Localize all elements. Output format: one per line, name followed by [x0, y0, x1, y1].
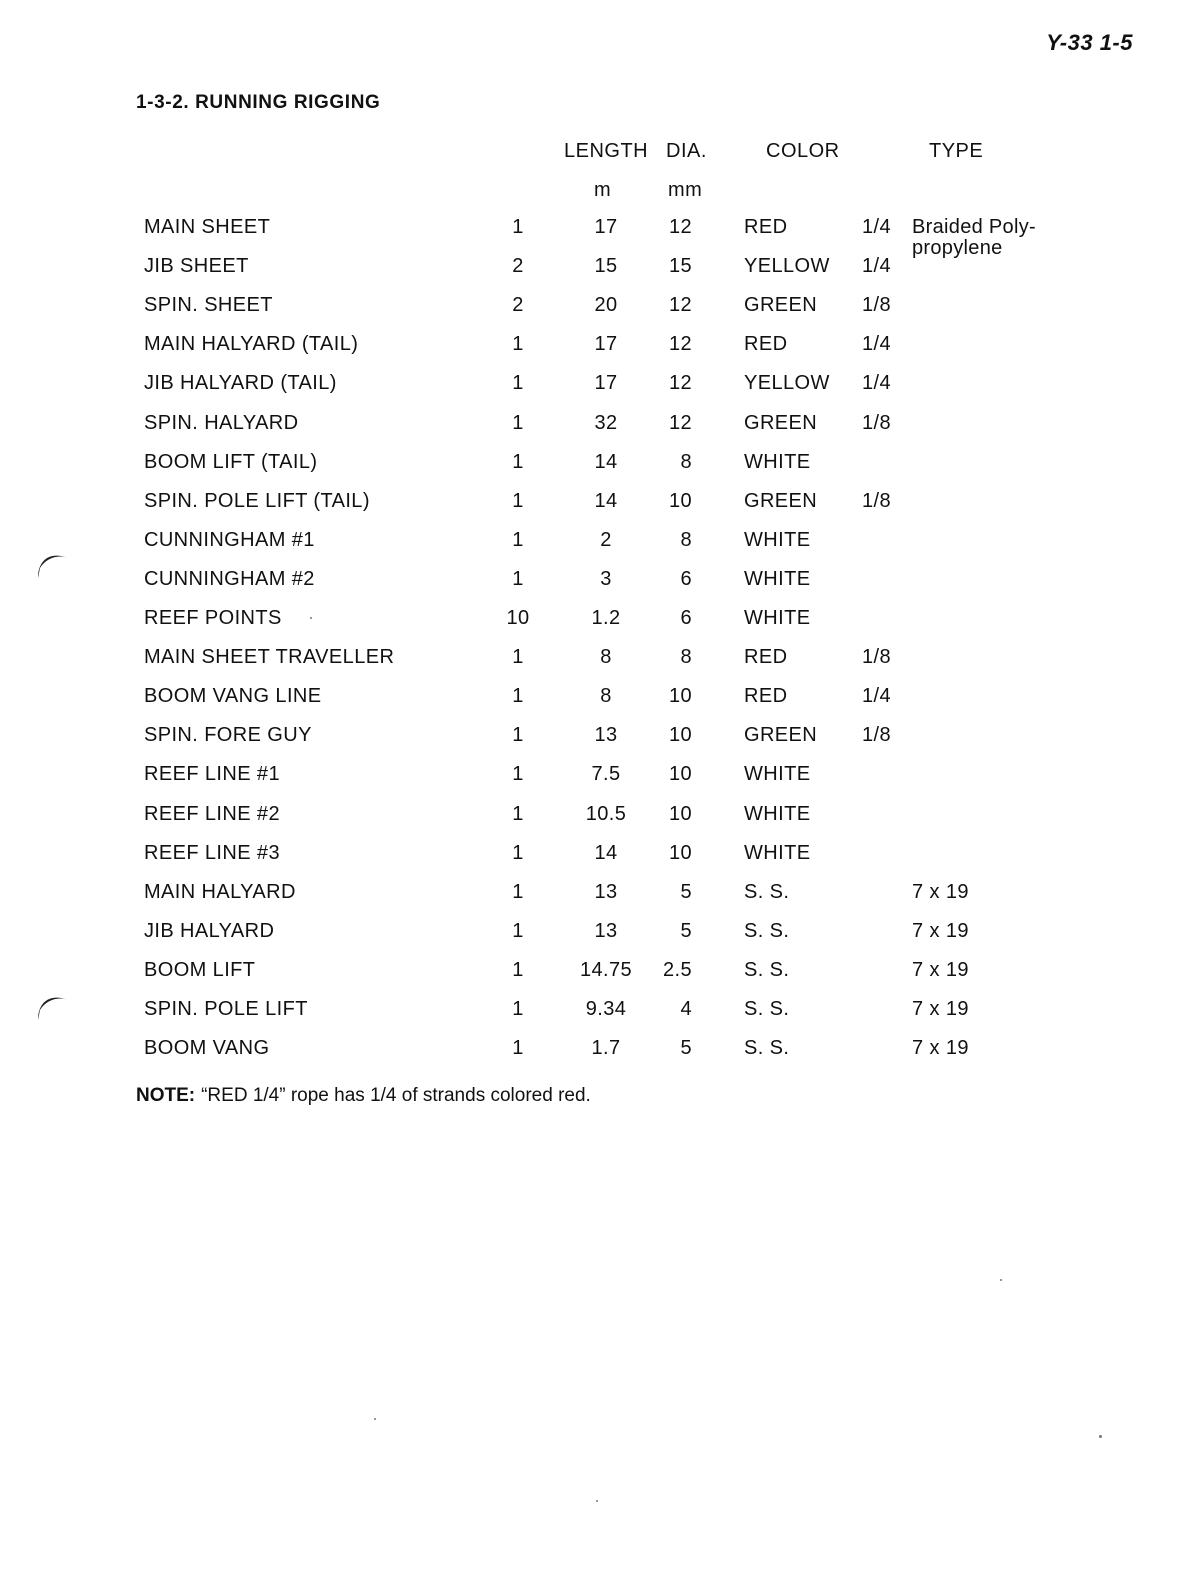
rigging-item-diameter: 15: [668, 255, 692, 277]
type-note-line-1: Braided Poly-: [912, 216, 1036, 238]
section-title: 1-3-2. RUNNING RIGGING: [136, 92, 381, 113]
rigging-item-name: MAIN SHEET TRAVELLER: [144, 646, 395, 668]
table-row: [0, 685, 1183, 715]
rigging-item-color-fraction: 1/8: [862, 724, 892, 746]
rigging-item-color: S. S.: [744, 998, 790, 1020]
table-row: [0, 568, 1183, 598]
rigging-item-length: 20: [594, 294, 618, 316]
rigging-item-length: 13: [594, 724, 618, 746]
rigging-item-color: S. S.: [744, 881, 790, 903]
table-row: [0, 529, 1183, 559]
rigging-item-color: YELLOW: [744, 255, 830, 277]
table-row: [0, 294, 1183, 324]
rigging-item-quantity: 1: [512, 763, 524, 785]
rigging-item-color: S. S.: [744, 920, 790, 942]
table-row: [0, 490, 1183, 520]
rigging-item-length: 14: [594, 490, 618, 512]
header-dia-unit: mm: [668, 179, 703, 201]
rigging-item-type: 7 x 19: [912, 998, 969, 1020]
binder-hole-mark-icon: [36, 548, 70, 582]
rigging-item-quantity: 1: [512, 372, 524, 394]
rigging-item-quantity: 1: [512, 568, 524, 590]
table-row: [0, 451, 1183, 481]
table-row: [0, 920, 1183, 950]
rigging-item-quantity: 1: [512, 646, 524, 668]
rigging-item-name: BOOM LIFT (TAIL): [144, 451, 318, 473]
rigging-item-length: 15: [594, 255, 618, 277]
rigging-item-length: 1.7: [591, 1037, 621, 1059]
rigging-item-length: 13: [594, 920, 618, 942]
rigging-item-diameter: 10: [668, 803, 692, 825]
rigging-item-diameter: 6: [680, 607, 692, 629]
rigging-item-name: MAIN SHEET: [144, 216, 271, 238]
rigging-item-name: SPIN. FORE GUY: [144, 724, 312, 746]
rigging-item-diameter: 12: [668, 372, 692, 394]
rigging-item-length: 1.2: [591, 607, 621, 629]
scan-speck: [310, 617, 312, 619]
rigging-item-quantity: 1: [512, 685, 524, 707]
table-row: [0, 607, 1183, 637]
rigging-item-diameter: 12: [668, 333, 692, 355]
rigging-item-type: 7 x 19: [912, 920, 969, 942]
scan-speck: [1099, 1435, 1102, 1438]
rigging-item-diameter: 12: [668, 294, 692, 316]
rigging-item-name: SPIN. POLE LIFT: [144, 998, 308, 1020]
rigging-item-color: WHITE: [744, 607, 811, 629]
rigging-item-color-fraction: 1/4: [862, 685, 892, 707]
rigging-item-color-fraction: 1/8: [862, 490, 892, 512]
rigging-item-color-fraction: 1/4: [862, 216, 892, 238]
table-row: [0, 216, 1183, 246]
rigging-item-length: 3: [600, 568, 612, 590]
rigging-item-quantity: 1: [512, 920, 524, 942]
rigging-item-length: 10.5: [585, 803, 627, 825]
rigging-item-color: WHITE: [744, 451, 811, 473]
rigging-item-name: BOOM LIFT: [144, 959, 256, 981]
rigging-item-color: WHITE: [744, 529, 811, 551]
rigging-item-name: BOOM VANG: [144, 1037, 270, 1059]
rigging-item-length: 8: [600, 685, 612, 707]
rigging-item-quantity: 1: [512, 842, 524, 864]
rigging-item-diameter: 12: [668, 216, 692, 238]
rigging-item-diameter: 4: [680, 998, 692, 1020]
rigging-item-color: WHITE: [744, 568, 811, 590]
rigging-item-name: JIB HALYARD: [144, 920, 275, 942]
rigging-item-length: 8: [600, 646, 612, 668]
rigging-item-name: JIB HALYARD (TAIL): [144, 372, 337, 394]
rigging-item-color: WHITE: [744, 763, 811, 785]
rigging-item-diameter: 5: [680, 1037, 692, 1059]
rigging-item-type: 7 x 19: [912, 1037, 969, 1059]
rigging-item-type: 7 x 19: [912, 881, 969, 903]
rigging-item-diameter: 10: [668, 763, 692, 785]
rigging-item-quantity: 2: [512, 255, 524, 277]
rigging-item-quantity: 1: [512, 216, 524, 238]
rigging-item-name: CUNNINGHAM #1: [144, 529, 315, 551]
rigging-item-quantity: 2: [512, 294, 524, 316]
rigging-item-color-fraction: 1/4: [862, 333, 892, 355]
table-row: [0, 803, 1183, 833]
table-row: [0, 959, 1183, 989]
rigging-item-name: MAIN HALYARD (TAIL): [144, 333, 359, 355]
type-note-line-2: propylene: [912, 237, 1003, 259]
rigging-item-length: 32: [594, 412, 618, 434]
rigging-item-name: REEF LINE #1: [144, 763, 280, 785]
rigging-item-diameter: 2.5: [662, 959, 692, 981]
table-row: [0, 881, 1183, 911]
rigging-item-name: BOOM VANG LINE: [144, 685, 322, 707]
rigging-item-diameter: 8: [680, 529, 692, 551]
rigging-item-quantity: 10: [506, 607, 530, 629]
rigging-item-color: GREEN: [744, 490, 818, 512]
rigging-item-name: REEF LINE #2: [144, 803, 280, 825]
rigging-item-color: WHITE: [744, 842, 811, 864]
rigging-item-color-fraction: 1/4: [862, 255, 892, 277]
rigging-item-length: 17: [594, 372, 618, 394]
rigging-item-diameter: 5: [680, 920, 692, 942]
rigging-item-color: S. S.: [744, 1037, 790, 1059]
rigging-item-quantity: 1: [512, 724, 524, 746]
table-row: [0, 412, 1183, 442]
rigging-item-color: GREEN: [744, 724, 818, 746]
rigging-item-color: RED: [744, 646, 788, 668]
rigging-item-name: SPIN. HALYARD: [144, 412, 299, 434]
note-text: “RED 1/4” rope has 1/4 of strands colored red.: [201, 1085, 591, 1106]
rigging-item-diameter: 10: [668, 724, 692, 746]
scan-speck: [374, 1418, 376, 1420]
rigging-item-length: 14: [594, 451, 618, 473]
rigging-item-color: RED: [744, 685, 788, 707]
rigging-item-name: JIB SHEET: [144, 255, 249, 277]
rigging-item-quantity: 1: [512, 1037, 524, 1059]
rigging-item-quantity: 1: [512, 490, 524, 512]
header-dia: DIA.: [666, 140, 707, 162]
rigging-item-diameter: 10: [668, 842, 692, 864]
table-row: [0, 1037, 1183, 1067]
rigging-item-color-fraction: 1/8: [862, 294, 892, 316]
rigging-item-length: 9.34: [585, 998, 627, 1020]
rigging-item-color-fraction: 1/8: [862, 412, 892, 434]
rigging-item-diameter: 8: [680, 451, 692, 473]
rigging-item-diameter: 8: [680, 646, 692, 668]
rigging-item-color: GREEN: [744, 412, 818, 434]
header-color: COLOR: [766, 140, 840, 162]
rigging-item-quantity: 1: [512, 803, 524, 825]
table-row: [0, 763, 1183, 793]
header-type: TYPE: [929, 140, 984, 162]
rigging-item-quantity: 1: [512, 959, 524, 981]
rigging-item-diameter: 12: [668, 412, 692, 434]
rigging-item-diameter: 6: [680, 568, 692, 590]
header-length: LENGTH: [564, 140, 649, 162]
binder-hole-mark-icon: [36, 990, 70, 1024]
rigging-item-diameter: 5: [680, 881, 692, 903]
rigging-item-quantity: 1: [512, 529, 524, 551]
rigging-item-diameter: 10: [668, 685, 692, 707]
rigging-item-name: SPIN. SHEET: [144, 294, 273, 316]
table-row: [0, 646, 1183, 676]
rigging-item-color-fraction: 1/4: [862, 372, 892, 394]
rigging-item-color: GREEN: [744, 294, 818, 316]
rigging-item-quantity: 1: [512, 333, 524, 355]
rigging-item-type: 7 x 19: [912, 959, 969, 981]
rigging-item-name: MAIN HALYARD: [144, 881, 296, 903]
rigging-item-color: YELLOW: [744, 372, 830, 394]
rigging-item-quantity: 1: [512, 998, 524, 1020]
rigging-item-quantity: 1: [512, 881, 524, 903]
rigging-item-diameter: 10: [668, 490, 692, 512]
rigging-item-color: RED: [744, 333, 788, 355]
table-row: [0, 842, 1183, 872]
rigging-item-color-fraction: 1/8: [862, 646, 892, 668]
table-row: [0, 255, 1183, 285]
rigging-item-name: CUNNINGHAM #2: [144, 568, 315, 590]
rigging-item-color: S. S.: [744, 959, 790, 981]
rigging-item-length: 2: [600, 529, 612, 551]
table-row: [0, 372, 1183, 402]
rigging-item-color: RED: [744, 216, 788, 238]
note-label: NOTE:: [136, 1085, 196, 1106]
header-length-unit: m: [594, 179, 612, 201]
rigging-item-length: 14: [594, 842, 618, 864]
table-row: [0, 724, 1183, 754]
rigging-item-quantity: 1: [512, 451, 524, 473]
rigging-item-length: 7.5: [591, 763, 621, 785]
table-row: [0, 998, 1183, 1028]
rigging-item-name: REEF LINE #3: [144, 842, 280, 864]
rigging-item-length: 14.75: [579, 959, 633, 981]
page-number: Y-33 1-5: [1046, 30, 1133, 55]
rigging-item-name: REEF POINTS: [144, 607, 282, 629]
table-row: [0, 333, 1183, 363]
rigging-item-quantity: 1: [512, 412, 524, 434]
rigging-item-length: 13: [594, 881, 618, 903]
rigging-item-color: WHITE: [744, 803, 811, 825]
rigging-item-length: 17: [594, 333, 618, 355]
note: [136, 1085, 591, 1107]
rigging-item-length: 17: [594, 216, 618, 238]
rigging-item-name: SPIN. POLE LIFT (TAIL): [144, 490, 370, 512]
scan-speck: [596, 1500, 598, 1502]
scan-speck: [1000, 1279, 1002, 1281]
